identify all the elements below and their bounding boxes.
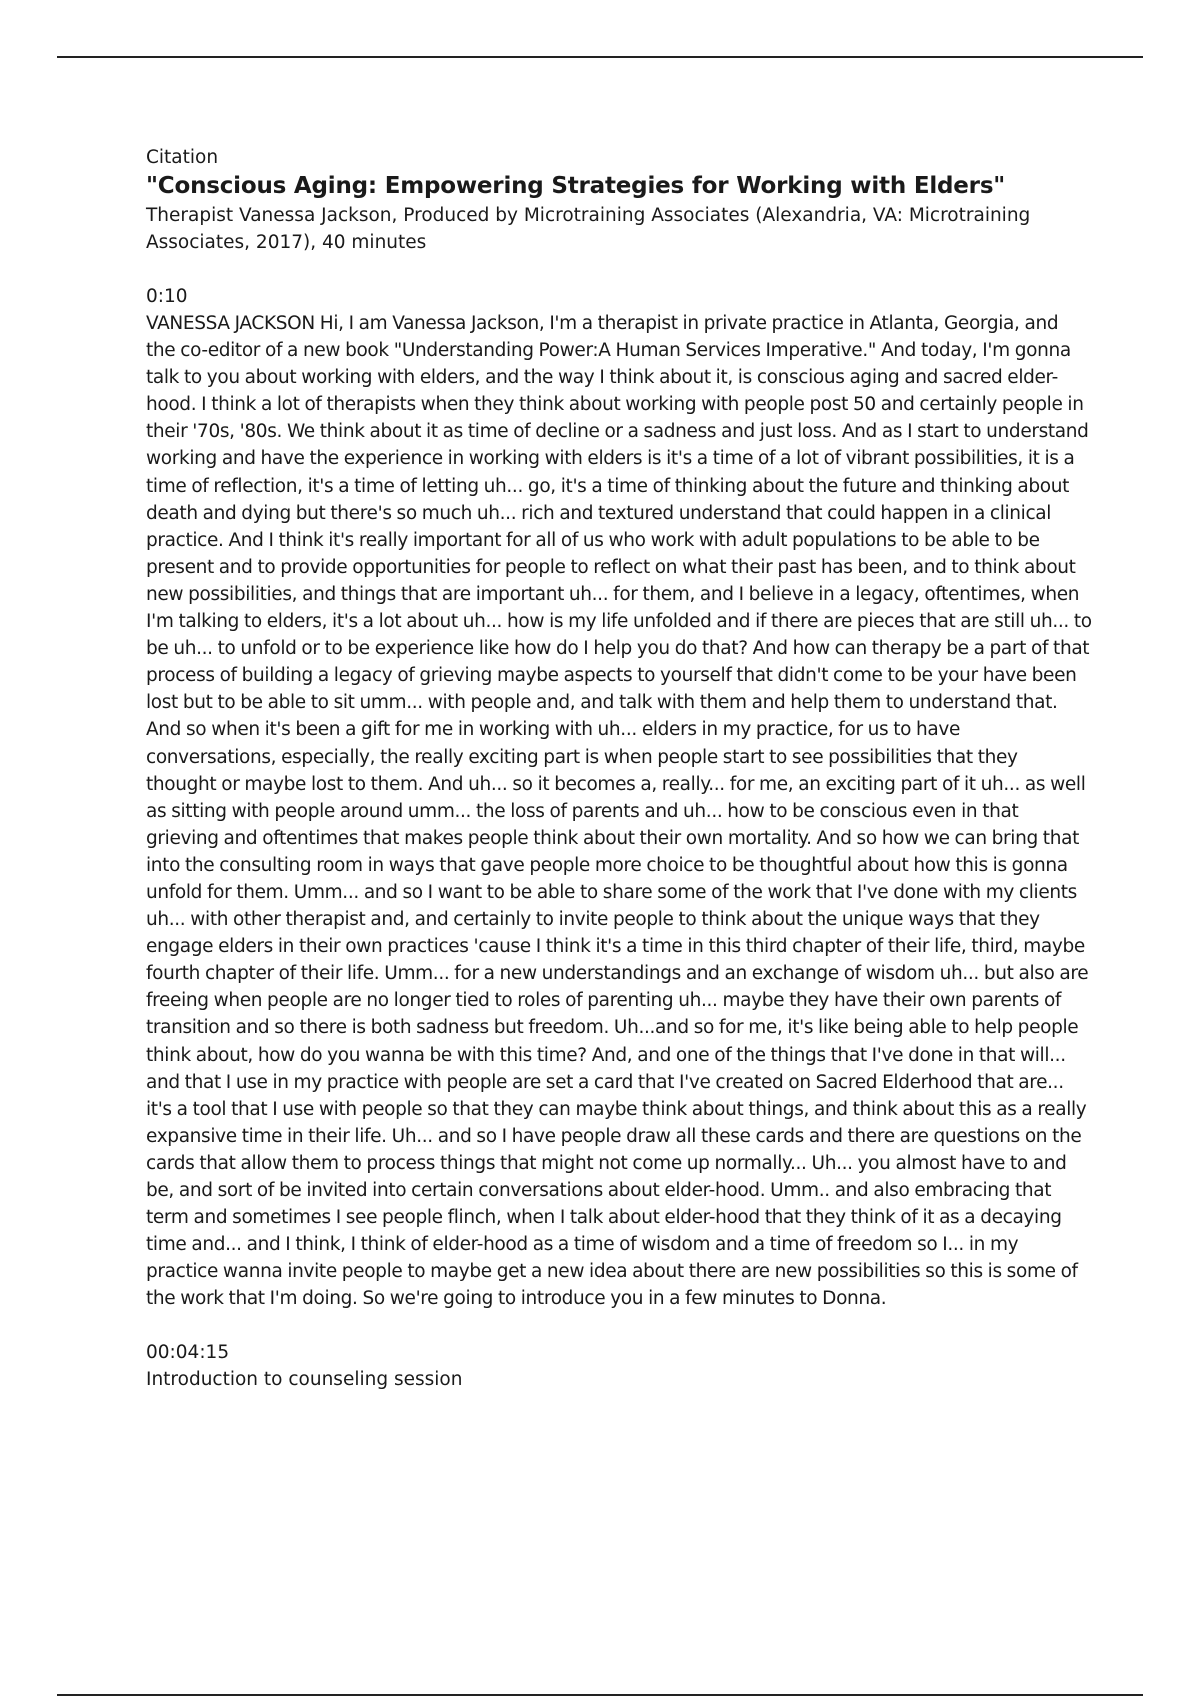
bottom-rule (57, 1694, 1143, 1696)
section-heading: Introduction to counseling session (146, 1369, 463, 1391)
spacer (146, 1312, 1092, 1339)
timestamp: 00:04:15 (146, 1342, 230, 1364)
document-title: "Conscious Aging: Empowering Strategies for Working with Elders" (146, 173, 1006, 199)
document-body (146, 146, 1092, 1393)
top-rule (57, 56, 1143, 58)
transcript-section (146, 283, 1092, 1312)
citation-label: Citation (146, 147, 219, 168)
transcript-text: VANESSA JACKSON Hi, I am Vanessa Jackson, I'm a therapist in private practice in Atlanta, Georgia, and the co-editor of a new book "Understanding Power:A Human Services Imperative." And today, I'm gonna talk to you about working with elders, and the way I think about it, is conscious aging and sacred elder-hood. I think a lot of therapists when they think about working with people post 50 and certainly people in their '70s, '80s. We think about it as time of decline or a sadness and just loss. And as I start to understand working and have the experience in working with elders is it's a time of a lot of vibrant possibilities, it is a time of reflection, it's a time of letting uh... go, it's a time of thinking about the future and thinking about death and dying but there's so much uh... rich and textured understand that could happen in a clinical practice. And I think it's really important for all of us who work with adult populations to be able to be present and to provide opportunities for people to reflect on what their past has been, and to think about new possibilities, and things that are important uh... for them, and I believe in a legacy, oftentimes, when I'm talking to elders, it's a lot about uh... how is my life unfolded and if there are pieces that are still uh... to be uh... to unfold or to be experience like how do I help you do that? And how can therapy be a part of that process of building a legacy of grieving maybe aspects to yourself that didn't come to be your have been lost but to be able to sit umm... with people and, and talk with them and help them to understand that. And so when it's been a gift for me in working with uh... elders in my practice, for us to have conversations, especially, the really exciting part is when people start to see possibilities that they thought or maybe lost to them. And uh... so it becomes a, really... for me, an exciting part of it uh... as well as sitting with people around umm... the loss of parents and uh... how to be conscious even in that grieving and oftentimes that makes people think about their own mortality. And so how we can bring that into the consulting room in ways that gave people more choice to be thoughtful about how this is gonna unfold for them. Umm... and so I want to be able to share some of the work that I've done with my clients uh... with other therapist and, and certainly to invite people to think about the unique ways that they engage elders in their own practices 'cause I think it's a time in this third chapter of their life, third, maybe fourth chapter of their life. Umm... for a new understandings and an exchange of wisdom uh... but also are freeing when people are no longer tied to roles of parenting uh... maybe they have their own parents of transition and so there is both sadness but freedom. Uh...and so for me, it's like being able to help people think about, how do you wanna be with this time? And, and one of the things that I've done in that will... and that I use in my practice with people are set a card that I've created on Sacred Elderhood that are... it's a tool that I use with people so that they can maybe think about things, and think about this as a really expansive time in their life. Uh... and so I have people draw all these cards and there are questions on the cards that allow them to process things that might not come up normally... Uh... you almost have to and be, and sort of be invited into certain conversations about elder-hood. Umm.. and also embracing that term and sometimes I see people flinch, when I talk about elder-hood that they think of it as a decaying time and... and I think, I think of elder-hood as a time of wisdom and a time of freedom so I... in my practice wanna invite people to maybe get a new idea about there are new possibilities so this is some of the work that I'm doing. So we're going to introduce you in a few minutes to Donna. (146, 313, 1092, 1310)
transcript-section (146, 1339, 1092, 1393)
citation-details: Therapist Vanessa Jackson, Produced by Microtraining Associates (Alexandria, VA: Microtraining Associates, 2017), 40 minutes (146, 205, 1031, 253)
spacer (146, 256, 1092, 283)
timestamp: 0:10 (146, 286, 188, 307)
